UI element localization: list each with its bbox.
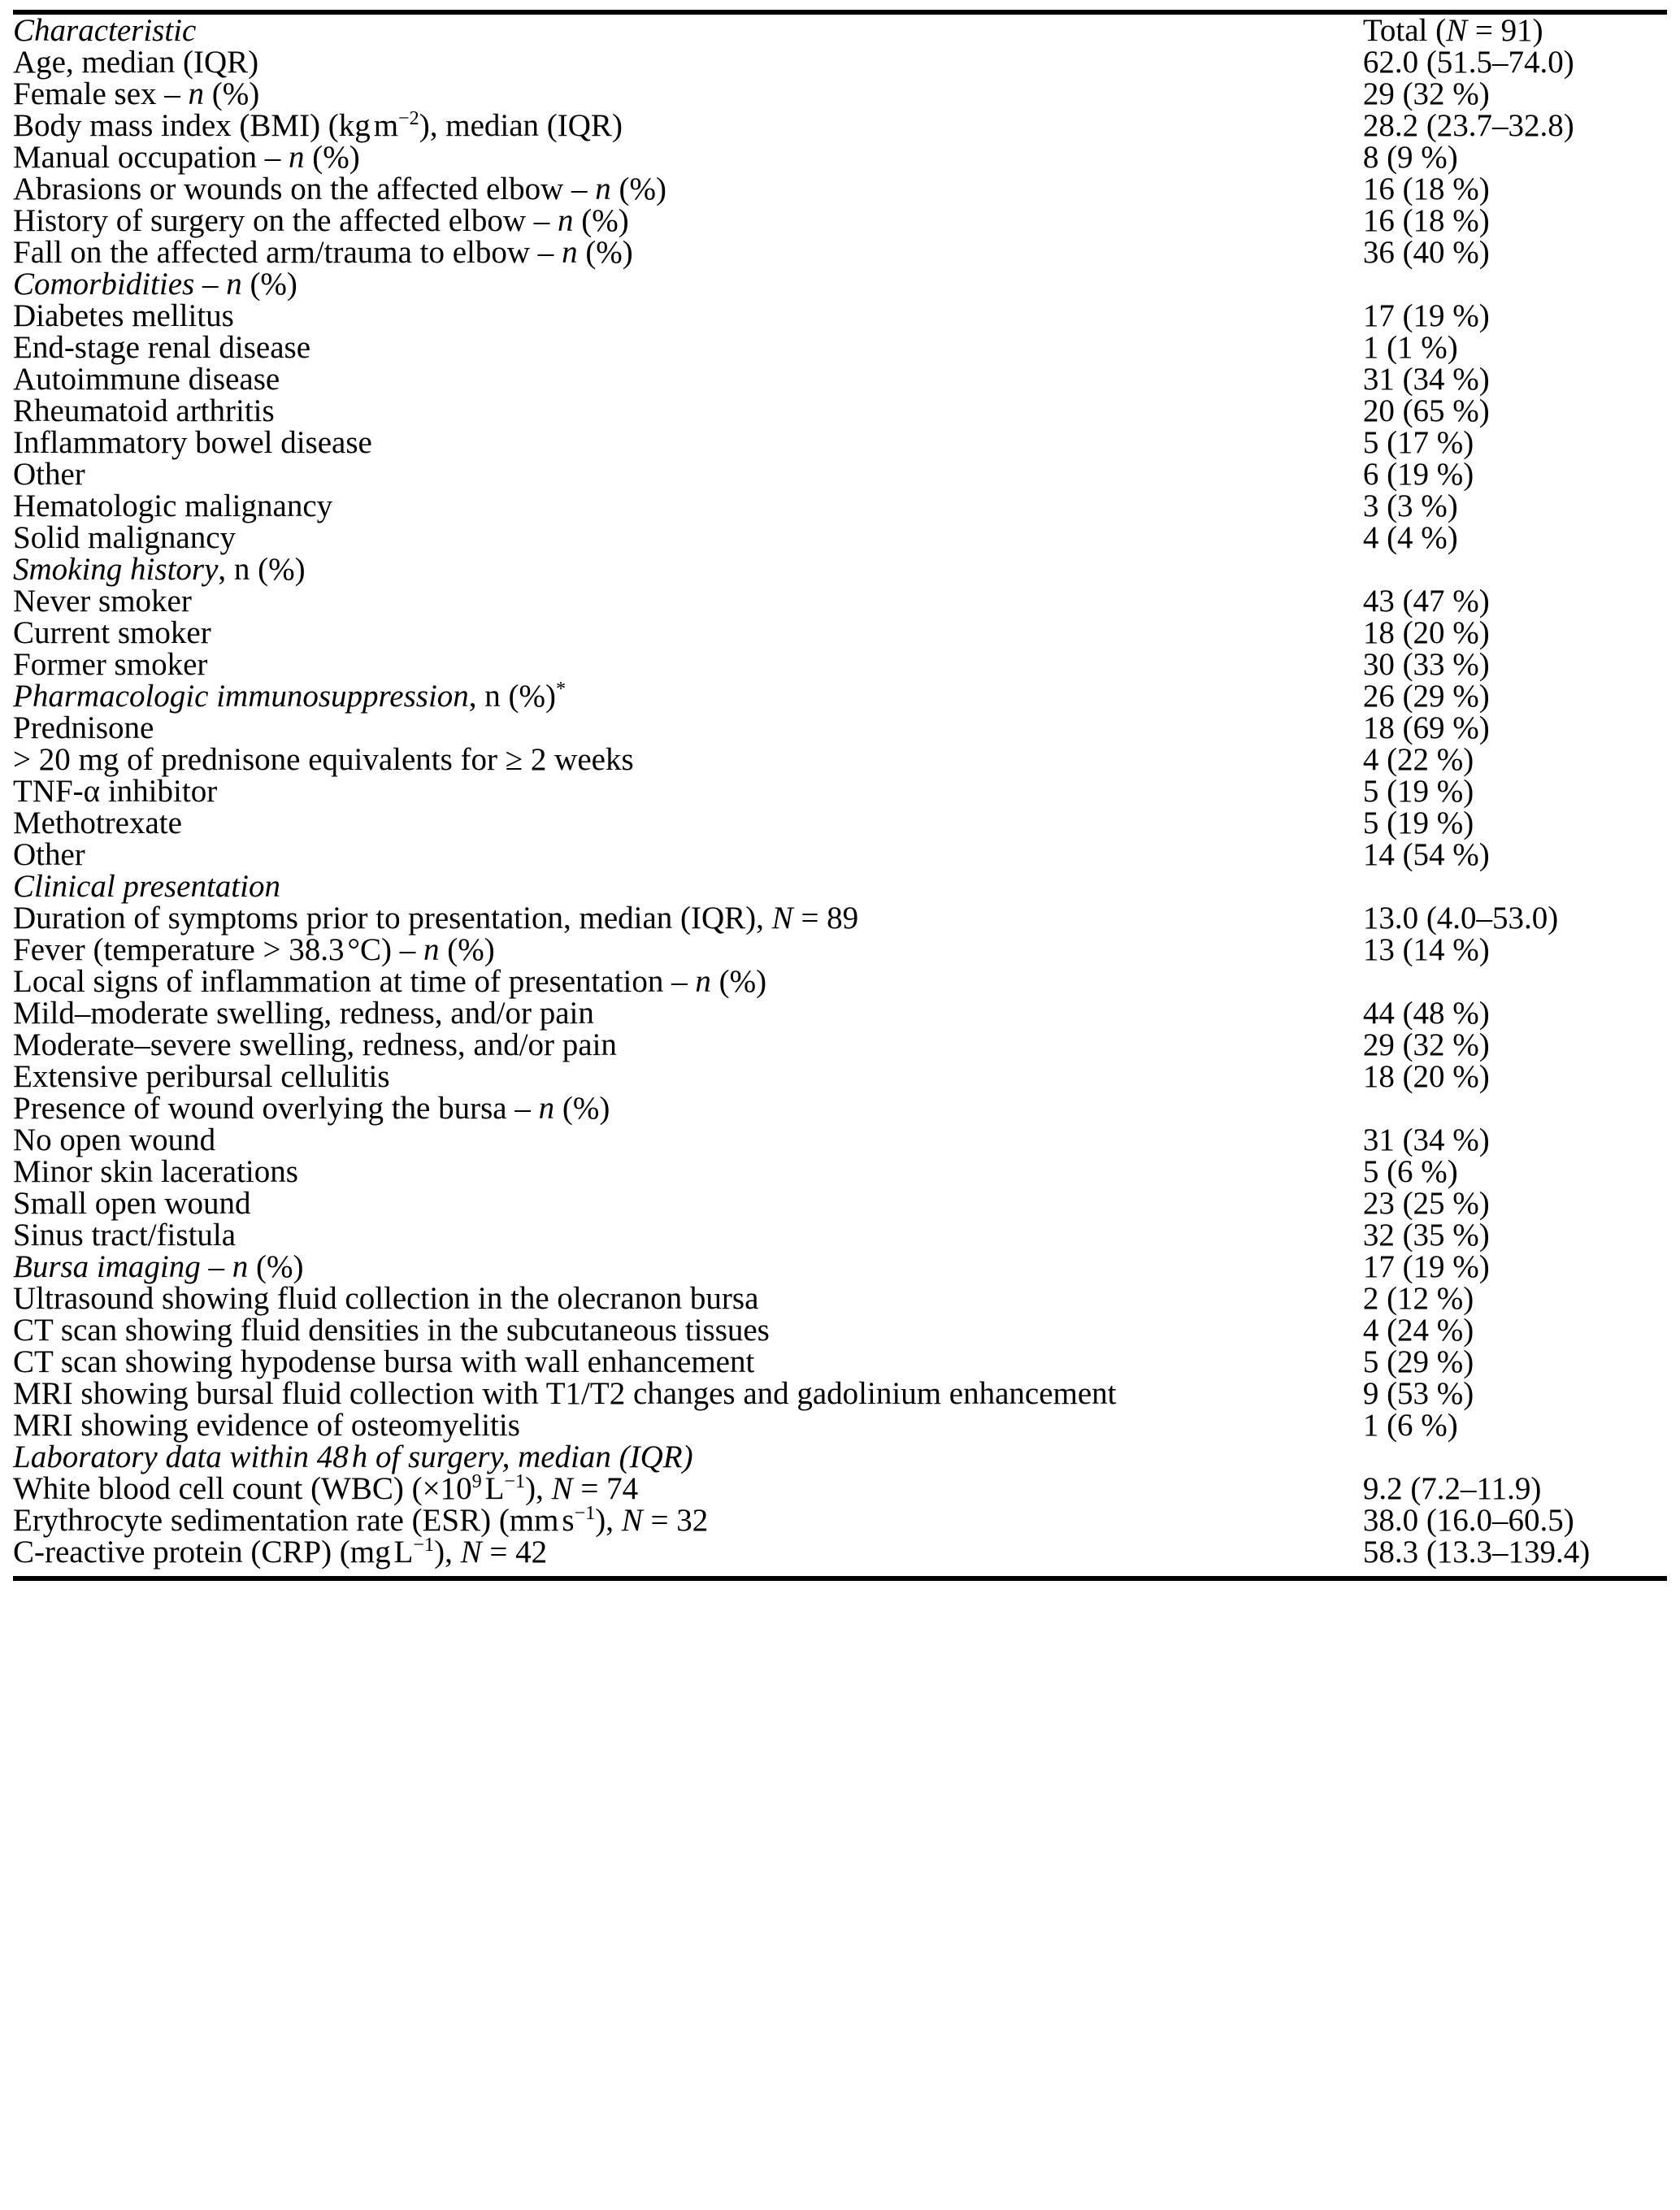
table-row <box>13 712 1667 744</box>
table-row <box>13 807 1667 839</box>
table-row <box>13 427 1667 458</box>
row-value-never-smoker: 43 (47 %) <box>1362 584 1490 619</box>
row-label-current-smoker: Current smoker <box>13 615 211 650</box>
row-value-no-open-wound: 31 (34 %) <box>1362 1122 1490 1157</box>
table-row <box>13 490 1667 522</box>
table-row <box>13 1029 1667 1061</box>
row-value-rheumatoid-arthritis: 20 (65 %) <box>1362 393 1490 428</box>
row-label-small-open-wound: Small open wound <box>13 1186 251 1221</box>
characteristics-table-container <box>0 10 1680 1581</box>
section-header-comorbidities: Comorbidities – n (%) <box>13 267 297 302</box>
row-label-no-open-wound: No open wound <box>13 1122 216 1157</box>
row-label-autoimmune: Autoimmune disease <box>13 362 280 397</box>
table-row <box>13 966 1667 997</box>
section-header-wound-overlying-bursa: Presence of wound overlying the bursa – n (%) <box>13 1091 610 1126</box>
table-row <box>13 1409 1667 1441</box>
row-label-moderate-severe-swelling: Moderate–severe swelling, redness, and/or pain <box>13 1027 617 1062</box>
table-header-row <box>13 15 1667 46</box>
section-value-smoking-history <box>1363 554 1667 585</box>
row-value-sinus-tract-fistula: 32 (35 %) <box>1362 1218 1490 1253</box>
row-label-ct-hypodense-bursa: CT scan showing hypodense bursa with wall enhancement <box>13 1344 755 1379</box>
row-value-ct-hypodense-bursa: 5 (29 %) <box>1362 1344 1474 1379</box>
table-row <box>13 78 1667 110</box>
row-label-diabetes: Diabetes mellitus <box>13 298 234 333</box>
table-row <box>13 649 1667 680</box>
row-value-diabetes: 17 (19 %) <box>1362 298 1490 333</box>
row-value-esr: 38.0 (16.0–60.5) <box>1362 1503 1574 1538</box>
row-label-sinus-tract-fistula: Sinus tract/fistula <box>13 1218 237 1253</box>
table-row <box>13 1314 1667 1346</box>
section-value-immunosuppression: 26 (29 %) <box>1362 679 1490 714</box>
table-bottom-rule <box>13 1576 1667 1581</box>
characteristics-table <box>13 15 1667 1568</box>
table-section-row <box>13 871 1667 902</box>
table-row <box>13 1378 1667 1409</box>
row-value-ultrasound-fluid-collection: 2 (12 %) <box>1362 1281 1474 1316</box>
row-label-peribursal-cellulitis: Extensive peribursal cellulitis <box>13 1059 390 1094</box>
row-value-mild-moderate-swelling: 44 (48 %) <box>1362 996 1490 1031</box>
row-value-female-sex: 29 (32 %) <box>1362 76 1490 111</box>
row-value-local-signs <box>1363 966 1667 997</box>
table-row <box>13 332 1667 363</box>
row-label-ibd: Inflammatory bowel disease <box>13 425 372 460</box>
column-header-characteristic: Characteristic <box>13 13 197 48</box>
row-label-fever: Fever (temperature > 38.3°C) – n (%) <box>13 932 495 967</box>
row-value-bmi: 28.2 (23.7–32.8) <box>1362 108 1574 143</box>
row-label-ultrasound-fluid-collection: Ultrasound showing fluid collection in the olecranon bursa <box>13 1281 759 1316</box>
row-value-mri-osteomyelitis: 1 (6 %) <box>1362 1408 1458 1443</box>
table-row <box>13 1473 1667 1504</box>
table-row <box>13 902 1667 934</box>
table-row <box>13 141 1667 173</box>
row-value-hematologic-malignancy: 3 (3 %) <box>1362 488 1458 523</box>
table-row <box>13 522 1667 554</box>
row-label-bmi: Body mass index (BMI) (kgm$^{-2}$), median (IQR) <box>13 107 623 143</box>
row-value-minor-skin-lacerations: 5 (6 %) <box>1362 1154 1458 1189</box>
row-label-prednisone: Prednisone <box>13 710 154 745</box>
column-header-total: Total (N = 91) <box>1362 13 1543 48</box>
table-row <box>13 1124 1667 1156</box>
row-label-history-surgery: History of surgery on the affected elbow – n (%) <box>13 203 629 238</box>
row-value-manual-occupation: 8 (9 %) <box>1362 140 1458 175</box>
row-value-prednisone: 18 (69 %) <box>1362 710 1490 745</box>
row-label-solid-malignancy: Solid malignancy <box>13 520 237 555</box>
row-value-wbc: 9.2 (7.2–11.9) <box>1362 1471 1542 1506</box>
table-row <box>13 1156 1667 1187</box>
row-label-esr: Erythrocyte sedimentation rate (ESR) (mms$^{-1}$), N = 32 <box>13 1502 709 1538</box>
row-value-moderate-severe-swelling: 29 (32 %) <box>1362 1027 1490 1062</box>
row-label-hematologic-malignancy: Hematologic malignancy <box>13 488 333 523</box>
section-value-laboratory-data <box>1363 1441 1667 1473</box>
row-value-autoimmune-other: 6 (19 %) <box>1362 457 1474 492</box>
row-value-fever: 13 (14 %) <box>1362 932 1490 967</box>
table-row <box>13 1346 1667 1378</box>
section-header-clinical-presentation: Clinical presentation <box>13 869 280 904</box>
table-row <box>13 363 1667 395</box>
row-label-abrasions: Abrasions or wounds on the affected elbow – n (%) <box>13 172 667 206</box>
row-label-ct-fluid-densities: CT scan showing fluid densities in the subcutaneous tissues <box>13 1313 770 1348</box>
table-row <box>13 110 1667 141</box>
table-row <box>13 300 1667 332</box>
row-label-mri-osteomyelitis: MRI showing evidence of osteomyelitis <box>13 1408 520 1443</box>
row-label-duration-symptoms: Duration of symptoms prior to presentation, median (IQR), N = 89 <box>13 901 859 936</box>
section-header-laboratory-data: Laboratory data within 48h of surgery, median (IQR) <box>13 1439 693 1474</box>
section-value-bursa-imaging: 17 (19 %) <box>1362 1249 1490 1284</box>
row-label-age: Age, median (IQR) <box>13 45 259 80</box>
row-value-tnf-alpha-inhibitor: 5 (19 %) <box>1362 774 1474 809</box>
row-value-peribursal-cellulitis: 18 (20 %) <box>1362 1059 1490 1094</box>
row-value-mri-bursal-fluid: 9 (53 %) <box>1362 1376 1474 1411</box>
row-value-duration-symptoms: 13.0 (4.0–53.0) <box>1362 901 1559 936</box>
table-section-row <box>13 1092 1667 1124</box>
row-label-fall-trauma: Fall on the affected arm/trauma to elbow – n (%) <box>13 235 633 270</box>
table-row <box>13 458 1667 490</box>
row-label-prednisone-equivalents: > 20 mg of prednisone equivalents for ≥ 2 weeks <box>13 742 634 777</box>
row-value-methotrexate: 5 (19 %) <box>1362 805 1474 840</box>
table-section-row <box>13 554 1667 585</box>
row-label-former-smoker: Former smoker <box>13 647 208 682</box>
row-value-abrasions: 16 (18 %) <box>1362 172 1490 206</box>
row-value-age: 62.0 (51.5–74.0) <box>1362 45 1574 80</box>
row-label-autoimmune-other: Other <box>13 457 85 492</box>
row-label-crp: C-reactive protein (CRP) (mgL$^{-1}$), N = 42 <box>13 1534 548 1570</box>
row-value-autoimmune: 31 (34 %) <box>1362 362 1490 397</box>
row-value-esrd: 1 (1 %) <box>1362 330 1458 365</box>
row-value-solid-malignancy: 4 (4 %) <box>1362 520 1458 555</box>
table-row <box>13 1187 1667 1219</box>
row-value-fall-trauma: 36 (40 %) <box>1362 235 1490 270</box>
table-row <box>13 46 1667 78</box>
row-value-immunosuppression-other: 14 (54 %) <box>1362 837 1490 872</box>
row-value-small-open-wound: 23 (25 %) <box>1362 1186 1490 1221</box>
row-label-manual-occupation: Manual occupation – n (%) <box>13 140 360 175</box>
table-row <box>13 775 1667 807</box>
table-row <box>13 1504 1667 1536</box>
row-label-esrd: End-stage renal disease <box>13 330 311 365</box>
section-value-wound-overlying-bursa <box>1363 1092 1667 1124</box>
table-row <box>13 1219 1667 1251</box>
row-value-ibd: 5 (17 %) <box>1362 425 1474 460</box>
row-label-immunosuppression-other: Other <box>13 837 85 872</box>
row-label-mild-moderate-swelling: Mild–moderate swelling, redness, and/or pain <box>13 996 594 1031</box>
row-value-ct-fluid-densities: 4 (24 %) <box>1362 1313 1474 1348</box>
row-value-crp: 58.3 (13.3–139.4) <box>1362 1535 1591 1570</box>
row-label-wbc: White blood cell count (WBC) $(\times 10^9L^{-1})$, N = 74 <box>13 1470 639 1506</box>
row-value-prednisone-equivalents: 4 (22 %) <box>1362 742 1474 777</box>
section-header-bursa-imaging: Bursa imaging – n (%) <box>13 1249 304 1284</box>
row-value-former-smoker: 30 (33 %) <box>1362 647 1490 682</box>
table-row <box>13 237 1667 268</box>
table-row <box>13 173 1667 205</box>
row-label-rheumatoid-arthritis: Rheumatoid arthritis <box>13 393 275 428</box>
section-header-smoking-history: Smoking history, n (%) <box>13 552 306 587</box>
row-label-minor-skin-lacerations: Minor skin lacerations <box>13 1154 298 1189</box>
table-row <box>13 1536 1667 1568</box>
row-value-history-surgery: 16 (18 %) <box>1362 203 1490 238</box>
section-value-clinical-presentation <box>1363 871 1667 902</box>
table-section-row <box>13 1441 1667 1473</box>
table-section-row <box>13 680 1667 712</box>
row-value-current-smoker: 18 (20 %) <box>1362 615 1490 650</box>
table-row <box>13 395 1667 427</box>
row-label-female-sex: Female sex – n (%) <box>13 76 260 111</box>
table-row <box>13 997 1667 1029</box>
row-label-mri-bursal-fluid: MRI showing bursal fluid collection with T1/T2 changes and gadolinium enhancement <box>13 1376 1117 1411</box>
table-section-row <box>13 268 1667 300</box>
table-section-row <box>13 1251 1667 1283</box>
table-row <box>13 839 1667 871</box>
table-row <box>13 585 1667 617</box>
table-row <box>13 1283 1667 1314</box>
table-row <box>13 1061 1667 1092</box>
row-label-tnf-alpha-inhibitor: TNF-α inhibitor <box>13 774 218 809</box>
row-label-never-smoker: Never smoker <box>13 584 192 619</box>
section-value-comorbidities <box>1363 268 1667 300</box>
row-label-local-signs: Local signs of inflammation at time of presentation – n (%) <box>13 964 767 999</box>
table-row <box>13 934 1667 966</box>
table-row <box>13 744 1667 775</box>
section-header-immunosuppression: Pharmacologic immunosuppression, n (%)* <box>13 678 567 714</box>
table-row <box>13 205 1667 237</box>
table-row <box>13 617 1667 649</box>
row-label-methotrexate: Methotrexate <box>13 805 182 840</box>
